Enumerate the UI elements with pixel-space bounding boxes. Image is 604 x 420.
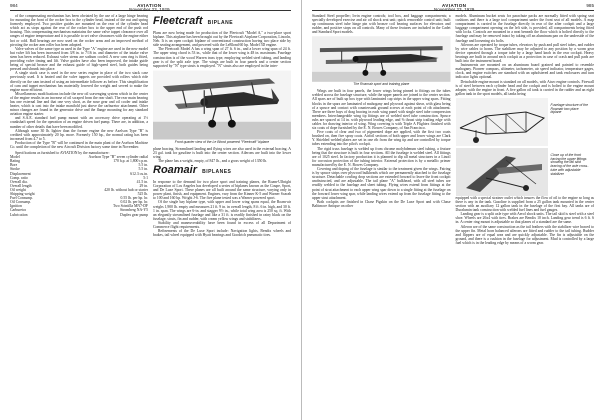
fleetcraft-intro: Plans are now being made for production of the Fleetcraft "Model A," a two-place sport biplane. This airplane has been brought out by the Fleetcraft Airplane Corporation, Lincoln, Neb. It is an open cockpit biplane of conventional construction having two place side by side seating arrangement, and powered with the LeBlond 60 hp. Model 5D engine. (153, 31, 291, 48)
page-number: 984 (10, 3, 18, 8)
right-col-1 (312, 14, 451, 245)
spec-label: Oil weight (10, 187, 26, 192)
fleetcraft-headline (153, 15, 291, 29)
paragraph: and S.A.E. standard fuel pump mount with an accessory drive operating at 1½ crankshaft speed for the operation of an engine driven fuel pump. There are, in addition, a number of other details that have been modified. (10, 116, 148, 129)
fleetcraft-text (153, 31, 291, 68)
page-number: 985 (586, 3, 594, 8)
running-header-right (312, 3, 594, 11)
spec-value: Two Scintilla MN7-DF (113, 204, 148, 209)
spec-label: Lubrication (10, 212, 28, 217)
paragraph: Five coats of clear and two of pigmented dope are applied, with the first two coats brushed on, then five spray coats. Airfoil sections of both upper and lower wings are Clark Y. Shielded welded plates are set in one rib from the wing tip and are controlled by torque tubes extending into the pilot's cockpit. (312, 130, 451, 147)
roamair-details-text (456, 14, 595, 96)
spec-label: Overall length (10, 183, 32, 188)
spec-value: 0.02 lb. per hp. hr. (120, 200, 148, 205)
engine-article-text (10, 14, 148, 149)
spec-label: Oil Consump. (10, 200, 32, 205)
spec-label: Comp. ratio (10, 175, 28, 180)
magazine-name: AVIATION (441, 3, 467, 8)
right-page (302, 0, 604, 420)
photo-tail (456, 148, 548, 196)
paragraph: Valve valves of the same type as used in the Type "A" engine are used in the new model but valve lift has been increased from 3/8 in. to 7/16 in. and diameter of the intake valve stem has been reduced. Exhaust valve stems are sodium cooled. A new cam ring is fitted, providing valve timing and lift. Valve guides have also been improved, the intake guide being of special bronze and the exhaust guide of high-speed steel, both guides being pressed and shrunk into place. (10, 46, 148, 72)
spec-value: 170 h.p. at 1,800 r.p.m. (113, 159, 148, 164)
header-center (129, 4, 169, 13)
paragraph: Refinements of the De Luxe Sport include: Navigation lights, Bendix wheels and brakes, tail wheel equipped with Hyatt bearings and Goodrich pneumatic tires. (153, 229, 291, 238)
running-header-left (10, 3, 291, 11)
paragraph: Standard Steel propeller; Irvin engine controls; tool box, and baggage compartments; a specially developed exercise and air oil shock seat unit; quick removable control unit; built up continuous steel tube hinge pin with bronze coil bearing surfaces for elevators and rudder, and positive stops on all controls. Many of these features are included in the Cadet and Standard Sport models. (312, 14, 451, 35)
spec-value: 41.5 in. (136, 179, 148, 184)
paragraph: Ailerons are operated by torque tubes, elevators by push and pull steel tubes, and rudder by wire cables to horns. The stabilizer may be adjusted to any position by a worm gear device operated through a torque tube by a large hand knob in the rear cockpit. Heavy bearings are built in around each cockpit as a protection in case of crash and pull pads are built into the instrument board. (455, 42, 594, 64)
paragraph: Miscellaneous modifications include the new oil scavenging system which in the center of the engine results in an increase of oil scraped from the rear shaft. The rear main bearing has one external line and that one very short, as the nose gear and oil cooler and intake heater, which is cast into the intake manifold just above the carburetor attachment. Other minor changes are found in the generator drive and the flange mounting for any standard aviation engine starter. (10, 91, 148, 117)
spec-rows (10, 155, 148, 216)
issue-date: November 23, 1929 (129, 7, 170, 13)
roamair-cont-text (312, 14, 451, 34)
roamair-headline (153, 164, 291, 178)
right-col-2 (456, 14, 595, 245)
paragraph: Covering and doping of the fuselage is similar to the treatment given the wings. Fairing is by spruce strips over plywood bulkheads which are permanently attached to the fuselage structure. Detachable cowling drop sections are extended forward to leave the front cockpit unobstructed, and are adjustable. The tail plane "A" bulkhead, with all steel tubes are readily welded to the fuselage and sheet tubing. Flying wires extend from fittings at the point of strut attachment to each upper wing spar down to a single fitting at the fuselage on the forward lower wing spar, while landing wires extend up from the fuselage fitting to the upper strut attachment. (312, 167, 451, 200)
spec-label: Model (10, 155, 20, 160)
fuselage-figure (456, 98, 595, 146)
paragraph: equipped with a special strainer outlet which insures the flow of oil to the engine so long as there is any in the tank. Gasoline is supplied from a 25 gallon tank mounted in the center section with an auxiliary 12 gallon tank in the fuselage of the first bay. All tanks are of Duralumin tank construction with welded fuel lines and fuel gauges. (455, 195, 594, 213)
left-col-1 (10, 14, 148, 237)
roamair-subtitle: BIPLANES (202, 169, 232, 176)
paragraph: Although some 30 lb. lighter than the former engine the new Axelson Type "B" is credited with approximately 20 hp. more. Formerly 150 hp., the normal rating has been increased from 4.7 to 5. (10, 128, 148, 141)
fleetcraft-text-2 (153, 147, 291, 163)
photo-fleetcraft (153, 70, 291, 140)
paragraph: The plane has a weight, empty, of 847 lb., and a gross weight of 1350 lb. (158, 158, 268, 163)
spec-table (10, 151, 148, 217)
spec-value: 525 lb. (137, 192, 148, 197)
spec-label: Stroke (10, 167, 20, 172)
paragraph: Of the single bay biplane type, with upper and lower wing spans equal, the Roam-air weighs 1,900 lb. empty and measures 21 ft. 9 in. in overall length, 8 ft. 6 in. high, and 30 ft. 1 in. span. The wings are 6-in. and stagger 9½ in., while total wing area is 250 sq. ft. With an elegantly streamlined fuselage and like a 31 ft. is readily finished in rainy black on the fuselage, struts, fin and rudder, with cream yellow wings and stabilizers. (153, 200, 291, 221)
right-columns (312, 14, 594, 245)
roamair-caption: The Roamair sport and training plane (353, 82, 410, 87)
left-columns (10, 14, 291, 237)
spec-value: 5.5 in. (138, 167, 148, 172)
tail-figure (456, 148, 595, 196)
spec-label: Ignition (10, 204, 22, 209)
paragraph: Production of the Type "B" will be continued in the main plant of the Axelson Machine Co. until the completion of the new Aircraft Division factory some time in November. (10, 140, 148, 149)
magazine-name: AVIATION (137, 3, 162, 8)
paragraph: A single stack case is used in the new series engine in place of the two stack case previously used. It is heated and the valve tappets are provided with rollers which ride directly on the cam instead of using an intermediate follower as before. This simplification of cam and tappet mechanism has materially lowered the weight and served to make the engine more efficient. (10, 71, 148, 92)
photo-roamair (312, 36, 451, 82)
paragraph: The rigid truss fuselage is welded up from chrome molybdenum steel tubing, a feature being that the structure is built in four sections. All the fuselage is welded steel. All fittings are of 1025 steel. In factory production it is planned to dip all metal structures in a Linoil for corrosion protection of the tubing interior. External protection is by a metallic primer manufactured by the E. N. Bowes Company. (312, 146, 451, 167)
fleetcraft-caption: Front quarter view of the Le Blond powered "Fleetcraft" biplane (174, 139, 270, 144)
paragraph: of the compensating mechanism has been obviated by the use of a large hinge bearing for mounting the front of the rocker box to the cylinder head, instead of the nut and spring formerly employed. Two positive guides are mounted on the rear of the cylinder head which act as stops against the rear of the rocker box to the upper end of the push rod housing. This compensating mechanism maintains the same valve tappet clearance over all ranges of engine temperature and it is possible to set valve clearances with the engine either hot or cold. Ball bearings are now used on the rocker arms and an improved method of pivoting the rocker arm roller has been adopted. (10, 14, 148, 47)
roamair-construction-text (312, 89, 451, 208)
spec-value: 5.5 in. (138, 163, 148, 168)
spec-label: Rating (10, 159, 20, 164)
spec-value: 0.55 lb. per hp. hr. (120, 196, 148, 201)
paragraph: Detachable engine mount is standard on all models, with Atwo engine controls. Firewall is of steel between each cylinder head and the cockpit and is bolted to the engine mount adapter, with the engine in front. A five gallon oil tank is carried in the rudder and an eight gallon tank in the sport models, all tanks being (455, 79, 594, 96)
spec-value: Axelson Type "B" seven cylinder radial (88, 155, 148, 160)
tail-caption: Close up of the front having the upper fittings showing the tail skid bracing of the axle cross-tube with adjustable stabilizer (550, 152, 589, 176)
roamair-title: Roamair (153, 164, 198, 177)
spec-label: Displacement (10, 171, 31, 176)
paragraph: Aileron are of the same construction as the tail feathers with the stabilizer wire braced to the upper fin. Metal horn balanced ailerons are fitted and rudder to the tail tubing. Rudder and flippers are of equal area and are quickly adjustable. The fin is adjustable on the ground, and there is a cushion in the fuselage for adjustment. Mud is controlled by a large fuel which is in the leading edge by means of a worm gear. (455, 224, 594, 245)
spec-label: Shipping weight (10, 192, 35, 197)
spec-label: Fuel Consump. (10, 196, 33, 201)
paragraph: Landing gear is a split axle type with Aerol shock units. The tail skid is steel with a steel shoe. Wheels are 26x4 with tires. Brakes are Bendix 10 inch. Landing gear trend is 6 ft. 6 in. A center ring mount is adjustable so that planes of a standard are the same. (455, 212, 594, 225)
spec-label: Overall dia. (10, 179, 28, 184)
spec-value: 29 in. (139, 183, 148, 188)
spec-value: 612.3 cu.in. (130, 171, 148, 176)
paragraph: The Fleetcraft Model A has a wing span of 27 ft. 6 in., and a lower wing span of 24 ft. The upper wing chord is 53 in., while that of the lower wing is 48 in. maximum. Fuselage construction is of the wood Warren truss type, employing welded steel tubing, and landing gear is of the split axle type. The wings are built in four panels and a center section supported by "N" type struts is employed. "N" struts also are employed in the inter- (153, 47, 291, 68)
fleetcraft-title: Fleetcraft (153, 15, 203, 27)
spec-row (10, 213, 148, 217)
issue-date: November 23, 1929 (433, 7, 475, 13)
paragraph: plane bracing. Streamlined landing and flying wires are also used in the external bracing. A 23 gal. tank for gasoline is built into the center section. Ailerons are built into the lower wing. (153, 146, 291, 159)
paragraph: models. Aluminum bucket seats for parachute packs are normally fitted with spring seat cushions and there is a large tool compartment under the front seat of all models. A map compartment is carried in the fuselage directly in rear of the after cockpit and a large baggage compartment opening on the left side, is provided, all compartments being fitted with locks. Controls are mounted in a neat beneath the floor which is bolted directly to the fuselage and may be removed intact by taking off an aluminum pan on the underside of the fuselage and loosening six bolts. (455, 14, 594, 43)
spec-value: 5:1 (143, 175, 148, 180)
spec-value: 420 lb. without hub or starter (104, 187, 148, 192)
spec-value: Stromberg NA-Y5 (120, 208, 148, 213)
roamair-intro: In response to the demand for two place sport and training planes, the Roam-Ulbright Corporation of Los Angeles has developed a series of biplanes known as the Coupe, Sport, and De Luxe Sport. These planes are all built around the same structure, varying only in power plant, finish, and equipment. Engines, vary from the Kinner K-5 and Warner Scarab to 100 and 160 hp. Wright J-6. The five plane tested was a Warner powered sport. (153, 180, 291, 201)
spec-intro: Specifications as furnished to AVIATION by the manufacturer: (15, 151, 110, 156)
spec-label: Bore (10, 163, 18, 168)
spec-label: Carburetor (10, 208, 27, 213)
photo-fuselage (456, 98, 548, 146)
roamair-details-text-2 (456, 196, 595, 245)
fleetcraft-subtitle: BIPLANE (207, 20, 234, 26)
paragraph: Wings are built in four panels, the lower wings being pinned to fittings on the tubes welded across the fuselage structure, while the upper panels are joined to the center section. All spars are of built up box type with laminated cap strips in the upper wing spars. Fitting blocks in the spars are laminated of mahogany and plywood against shear, with glass being of a spruce and contact with countersunk ground screws at each point of rib attachment. There are three bays of drag bracing in each wing panel with single steel tube compression members. Interchangeable wing tip fittings are of welded steel tube construction. Spruce rubs are spaced at 14 in. with plywood leading edge, and ⅜ thrust strip trailing edge with cables for drawing interior of wing. Wing covering is with Triple A Flightex finished with six coats of dope furnished by the E. N. Bowes Company, of San Francisco. (312, 89, 451, 131)
spec-value: Duplex gear pump (120, 212, 148, 217)
paragraph: Instruments are mounted on an aluminum board grained and painted to resemble mahogany. Pioneer compass, altimeter, tachometer, air speed indicator, temperature gages, clock, and engine switches are standard with an upholstered and tank enclosures and turn indicator lights optional. (455, 63, 594, 80)
left-col-2 (153, 14, 291, 237)
paragraph: Both cockpits are finished in Chase Pigskin on the De Luxe Sport and with Chase Baltimore Antique on other (312, 199, 451, 208)
paragraph: Stability and maneuverability have been found in excess of all Department of Commerce flight requirements. (153, 220, 291, 230)
roamair-text (153, 180, 291, 237)
header-center (434, 4, 474, 13)
fuselage-caption: Fuselage structure of the Roamair two place biplane (550, 102, 589, 115)
